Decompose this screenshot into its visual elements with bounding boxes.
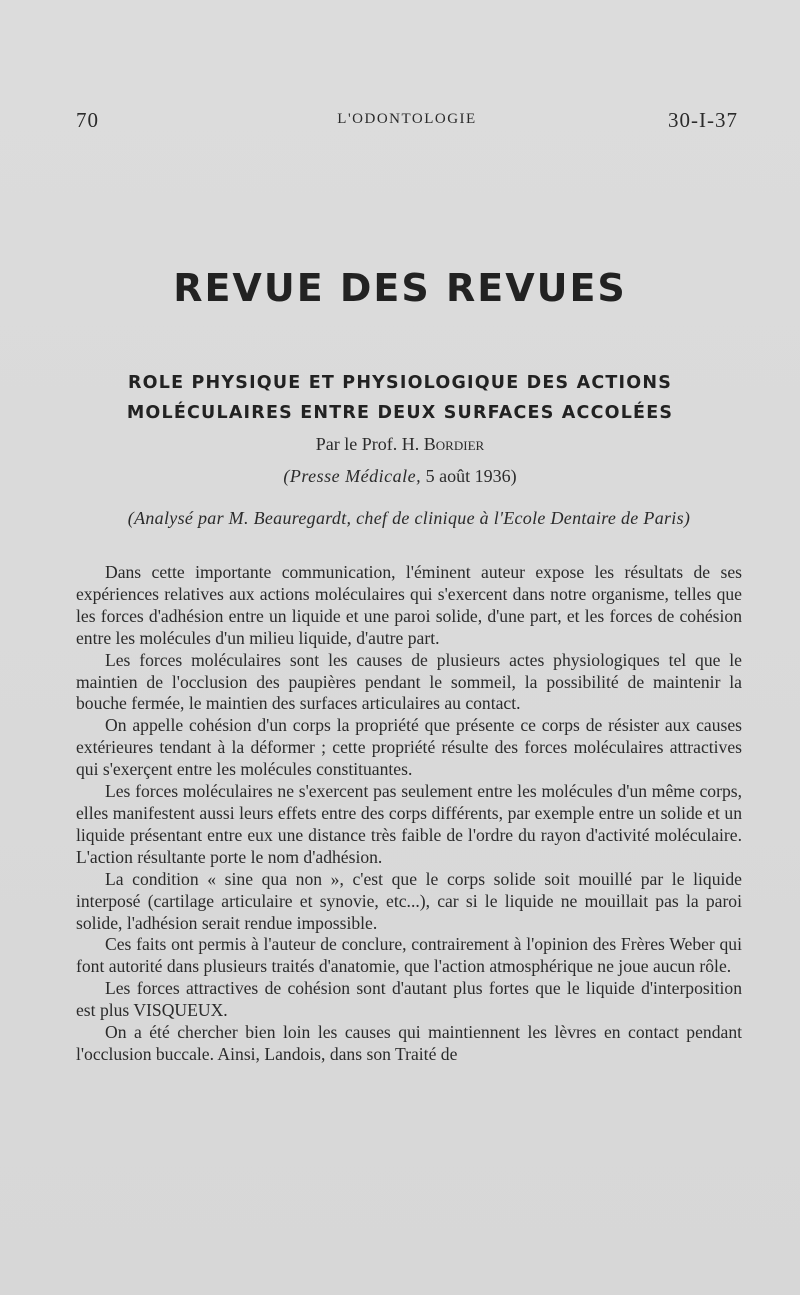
paragraph: Dans cette importante communication, l'éminent auteur expose les résultats de ses expériences relatives aux actions moléculaires qui s'exercent dans notre organisme, telles que les forces d'adhésion entre un liquide et une paroi solide, d'une part, et les forces de cohésion entre les molécules d'un milieu liquide, d'autre part.	[76, 562, 742, 648]
paragraph: Ces faits ont permis à l'auteur de conclure, contrairement à l'opinion des Frères Weber qui font autorité dans plusieurs traités d'anatomie, que l'action atmosphérique ne joue aucun rôle.	[76, 934, 742, 977]
section-title: REVUE DES REVUES	[173, 266, 627, 310]
byline-prefix: Par le Prof. H.	[315, 434, 420, 454]
paragraph: On appelle cohésion d'un corps la propriété que présente ce corps de résister aux causes extérieures tendant à la déformer ; cette propriété résulte des forces moléculaires attractives qui s'exerçent entre les molécules constituantes.	[76, 715, 742, 780]
source-journal: (Presse Médicale,	[283, 466, 422, 486]
article-title-line-2: MOLÉCULAIRES ENTRE DEUX SURFACES ACCOLÉES	[126, 403, 674, 423]
article-title	[60, 368, 740, 428]
analyst-note: (Analysé par M. Beauregardt, chef de clinique à l'Ecole Dentaire de Paris)	[127, 508, 691, 528]
issue-date: 30-I-37	[668, 108, 738, 132]
paragraph: Les forces moléculaires ne s'exercent pas seulement entre les molécules d'un même corps, elles manifestent aussi leurs effets entre des corps différents, par exemple entre un solide et un liquide présentant entre eux une distance très faible de l'ordre du rayon d'activité moléculaire. L'action résultante porte le nom d'adhésion.	[76, 781, 742, 867]
paragraph: Les forces attractives de cohésion sont d'autant plus fortes que le liquide d'interposition est plus VISQUEUX.	[76, 978, 742, 1021]
paragraph: Les forces moléculaires sont les causes de plusieurs actes physiologiques tel que le maintien de l'occlusion des paupières pendant le sommeil, la possibilité de maintenir la bouche fermée, le maintien des surfaces articulaires au contact.	[76, 649, 742, 714]
article-body	[76, 562, 742, 1066]
byline	[0, 434, 800, 455]
journal-name: L'ODONTOLOGIE	[337, 111, 477, 127]
paragraph: On a été chercher bien loin les causes qui maintiennent les lèvres en contact pendant l'occlusion buccale. Ainsi, Landois, dans son Traité de	[76, 1022, 742, 1064]
source-citation	[0, 466, 800, 487]
article-title-line-1: ROLE PHYSIQUE ET PHYSIOLOGIQUE DES ACTIONS	[127, 373, 672, 393]
byline-author: Bordier	[423, 434, 485, 454]
paragraph: La condition « sine qua non », c'est que le corps solide soit mouillé par le liquide interposé (cartilage articulaire et synovie, etc...), car si le liquide ne mouillait pas la paroi solide, l'adhésion serait rendue impossible.	[76, 868, 742, 933]
page-number: 70	[76, 108, 99, 132]
source-date: 5 août 1936)	[425, 466, 517, 486]
